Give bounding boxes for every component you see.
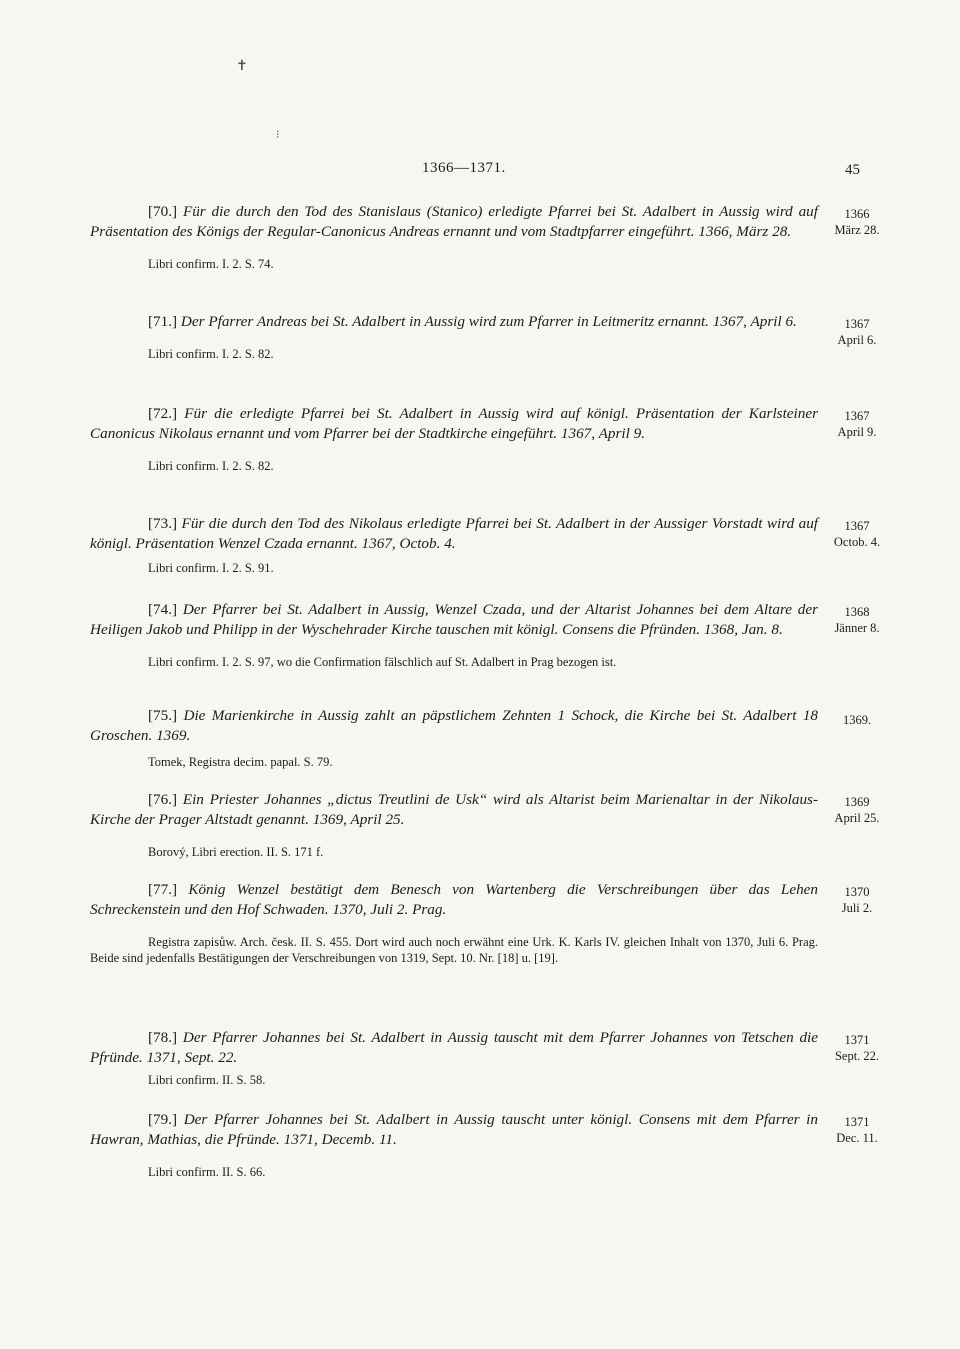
date-day: April 9. [837, 425, 877, 439]
margin-date [825, 518, 889, 550]
entry-text: Der Pfarrer Johannes bei St. Adalbert in Aussig tauscht mit dem Pfarrer Johannes von Tetschen die Pfründe. 1371, Sept. 22. [90, 1029, 819, 1066]
entry-text: Für die durch den Tod des Nikolaus erledigte Pfarrei bei St. Adalbert in der Aussiger Vorstadt wird auf königl. Präsentation Wenzel Czada ernannt. 1367, Octob. 4. [90, 515, 819, 552]
entry-number: [73.] [148, 515, 178, 532]
date-day: Jänner 8. [834, 621, 880, 635]
date-year: 1371 [844, 1033, 870, 1047]
entry-source: Libri confirm. II. S. 58. [148, 1073, 266, 1087]
entry-body [90, 404, 818, 444]
running-header [90, 160, 880, 184]
entry-75 [90, 706, 890, 770]
entry-text: Die Marienkirche in Aussig zahlt an päpstlichem Zehnten 1 Schock, die Kirche bei St. Adalbert 18 Groschen. 1369. [90, 707, 819, 744]
date-year: 1369 [844, 795, 870, 809]
ink-speck: ✝ [236, 59, 248, 74]
entry-72 [90, 404, 890, 474]
margin-date [825, 712, 889, 728]
entry-text: Für die durch den Tod des Stanislaus (Stanico) erledigte Pfarrei bei St. Adalbert in Aussig wird auf Präsentation des Königs der Regular-Canonicus Andreas ernannt und vom Stadtpfarrer eingeführt. 1366, März 28. [90, 203, 818, 240]
entry-text: Für die erledigte Pfarrei bei St. Adalbert in Aussig wird auf königl. Präsentation der Karlsteiner Canonicus Nikolaus ernannt und vom Pfarrer bei der Stadtkirche eingeführt. 1367, April 9. [90, 405, 819, 442]
entry-source: Libri confirm. I. 2. S. 82. [148, 459, 274, 473]
entry-source: Libri confirm. II. S. 66. [148, 1165, 266, 1179]
margin-date [825, 316, 889, 348]
entry-78 [90, 1028, 890, 1088]
entry-number: [79.] [148, 1111, 178, 1128]
entry-text: Der Pfarrer bei St. Adalbert in Aussig, Wenzel Czada, und der Altarist Johannes bei dem Altare der Heiligen Jakob und Philipp in der Wyschehrader Kirche tauschen mit königl. Consens die Pfründen. 1368, Jan. 8. [90, 601, 819, 638]
date-year: 1369. [842, 713, 872, 727]
entry-number: [70.] [148, 203, 178, 220]
entry-body [90, 202, 818, 242]
entry-number: [77.] [148, 881, 178, 898]
entry-body [90, 1028, 818, 1068]
margin-date [825, 1032, 889, 1064]
page-number: 45 [845, 162, 860, 178]
entry-body [90, 600, 818, 640]
margin-date [825, 794, 889, 826]
entry-body [90, 880, 818, 920]
entry-source: Borový, Libri erection. II. S. 171 f. [148, 845, 324, 859]
date-day: März 28. [834, 223, 880, 237]
date-year: 1367 [844, 317, 870, 331]
entry-number: [78.] [148, 1029, 178, 1046]
date-day: Juli 2. [841, 901, 873, 915]
entry-number: [75.] [148, 707, 178, 724]
date-year: 1370 [844, 885, 870, 899]
date-day: Octob. 4. [833, 535, 881, 549]
entry-number: [72.] [148, 405, 178, 422]
entry-text: Der Pfarrer Andreas bei St. Adalbert in Aussig wird zum Pfarrer in Leitmeritz ernannt. 1367, April 6. [180, 313, 797, 330]
entry-body [90, 1110, 818, 1150]
entry-body [90, 514, 818, 554]
entry-71 [90, 312, 890, 362]
margin-date [825, 604, 889, 636]
entry-76 [90, 790, 890, 860]
entry-text: König Wenzel bestätigt dem Benesch von Wartenberg die Verschreibungen über das Lehen Schreckenstein und den Hof Schwaden. 1370, Juli 2. Prag. [90, 881, 819, 918]
entry-70 [90, 202, 890, 272]
entry-79 [90, 1110, 890, 1180]
entry-source: Tomek, Registra decim. papal. S. 79. [148, 755, 333, 769]
date-day: Sept. 22. [834, 1049, 880, 1063]
year-range: 1366—1371. [422, 160, 506, 176]
margin-date [825, 206, 889, 238]
date-year: 1367 [844, 409, 870, 423]
margin-date [825, 884, 889, 916]
date-year: 1367 [844, 519, 870, 533]
entry-77 [90, 880, 890, 966]
entry-number: [74.] [148, 601, 178, 618]
date-day: April 25. [834, 811, 880, 825]
date-day: April 6. [837, 333, 877, 347]
entry-body [90, 790, 818, 830]
entry-text: Ein Priester Johannes „dictus Treutlini de Usk“ wird als Altarist beim Marienaltar in der Nikolaus-Kirche der Prager Altstadt genannt. 1369, April 25. [90, 791, 819, 828]
entry-source: Registra zapisůw. Arch. česk. II. S. 455. Dort wird auch noch erwähnt eine Urk. K. Karls IV. gleichen Inhalt von 1370, Juli 6. Prag. Beide sind jedenfalls Bestätigungen der Verschreibungen von 1319, Sept. 10. Nr. [18] u. [19]. [90, 935, 818, 965]
entry-source: Libri confirm. I. 2. S. 74. [148, 257, 274, 271]
entry-body [90, 706, 818, 746]
margin-date [825, 408, 889, 440]
date-year: 1368 [844, 605, 870, 619]
entry-source: Libri confirm. I. 2. S. 82. [148, 347, 274, 361]
entry-number: [76.] [148, 791, 178, 808]
date-day: Dec. 11. [836, 1131, 878, 1145]
margin-date [825, 1114, 889, 1146]
entry-number: [71.] [148, 313, 178, 330]
entry-source: Libri confirm. I. 2. S. 97, wo die Confirmation fälschlich auf St. Adalbert in Prag bezogen ist. [148, 655, 617, 669]
entry-73 [90, 514, 890, 576]
entry-74 [90, 600, 890, 670]
entry-source: Libri confirm. I. 2. S. 91. [148, 561, 274, 575]
ink-speck: ⁝ [276, 129, 280, 141]
date-year: 1366 [844, 207, 870, 221]
entry-text: Der Pfarrer Johannes bei St. Adalbert in Aussig tauscht unter königl. Consens mit dem Pfarrer in Hawran, Mathias, die Pfründe. 1371, Decemb. 11. [90, 1111, 819, 1148]
date-year: 1371 [844, 1115, 870, 1129]
entry-body [90, 312, 818, 332]
